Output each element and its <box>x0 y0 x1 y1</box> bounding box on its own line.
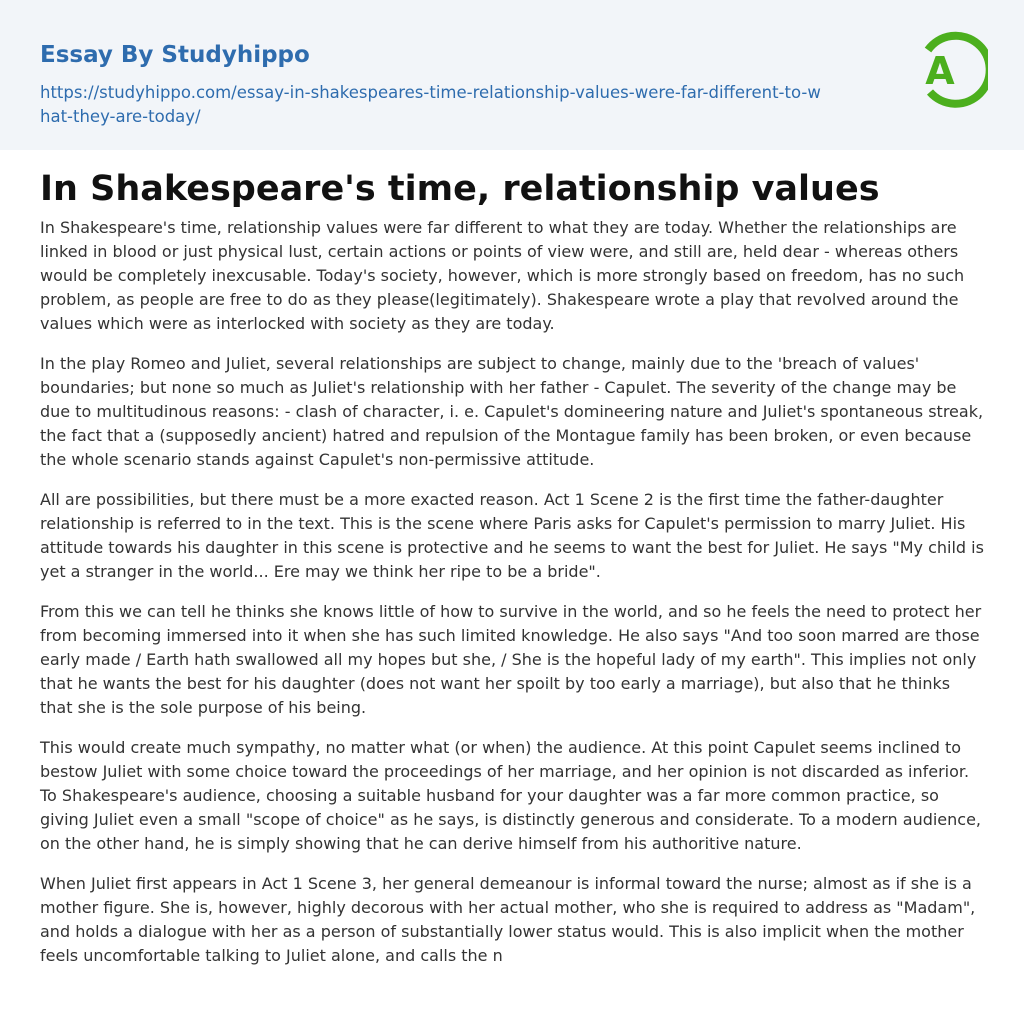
article-paragraph-4: From this we can tell he thinks she knows little of how to survive in the world, and so he feels the need to protect her from becoming immersed into it when she has such limited knowledge. He also says "And too soon marred are those early made / Earth hath swallowed all my hopes but she, / She is the hopeful lady of my earth". This implies not only that he wants the best for his daughter (does not want her spoilt by too early a marriage), but also that he thinks that she is the sole purpose of his being. <box>40 602 982 717</box>
article-paragraph-5: This would create much sympathy, no matter what (or when) the audience. At this point Capulet seems inclined to bestow Juliet with some choice toward the proceedings of her marriage, and her opinion is not discarded as inferior. To Shakespeare's audience, choosing a suitable husband for your daughter was a far more common practice, so giving Juliet even a small "scope of choice" as he says, is distinctly generous and considerate. To a modern audience, on the other hand, he is simply showing that he can derive himself from his authoritive nature. <box>40 738 982 853</box>
article-paragraph-6: When Juliet first appears in Act 1 Scene 3, her general demeanour is informal toward the nurse; almost as if she is a mother figure. She is, however, highly decorous with her actual mother, who she is required to address as "Madam", and holds a dialogue with her as a person of substantially lower status would. This is also implicit when the mother feels uncomfortable talking to Juliet alone, and calls the n <box>40 874 976 965</box>
article-paragraph-2: In the play Romeo and Juliet, several relationships are subject to change, mainly due to the 'breach of values' boundaries; but none so much as Juliet's relationship with her father - Capulet. The severity of the change may be due to multitudinous reasons: - clash of character, i. e. Capulet's domineering nature and Juliet's spontaneous streak, the fact that a (supposedly ancient) hatred and repulsion of the Montague family has been broken, or even because the whole scenario stands against Capulet's non-permissive attitude. <box>40 354 984 469</box>
logo-letter: A <box>925 49 955 93</box>
article <box>40 166 984 984</box>
studyhippo-logo <box>910 28 988 116</box>
article-title: In Shakespeare's time, relationship values <box>40 169 880 209</box>
article-paragraph-1: In Shakespeare's time, relationship values were far different to what they are today. Whether the relationships are linked in blood or just physical lust, certain actions or points of view were, and still are, held dear - whereas others would be completely inexcusable. Today's society, however, which is more strongly based on freedom, has no such problem, as people are free to do as they please(legitimately). Shakespeare wrote a play that revolved around the values which were as interlocked with society as they are today. <box>40 218 965 333</box>
article-paragraph-3: All are possibilities, but there must be a more exacted reason. Act 1 Scene 2 is the first time the father-daughter relationship is referred to in the text. This is the scene where Paris asks for Capulet's permission to marry Juliet. His attitude towards his daughter in this scene is protective and he seems to want the best for Juliet. He says "My child is yet a stranger in the world... Ere may we think her ripe to be a bride". <box>40 490 984 581</box>
site-brand: Essay By Studyhippo <box>40 42 310 68</box>
source-url-link[interactable]: https://studyhippo.com/essay-in-shakespeares-time-relationship-values-were-far-different-to-what-they-are-today/ <box>40 83 821 126</box>
page-header <box>0 0 1024 150</box>
